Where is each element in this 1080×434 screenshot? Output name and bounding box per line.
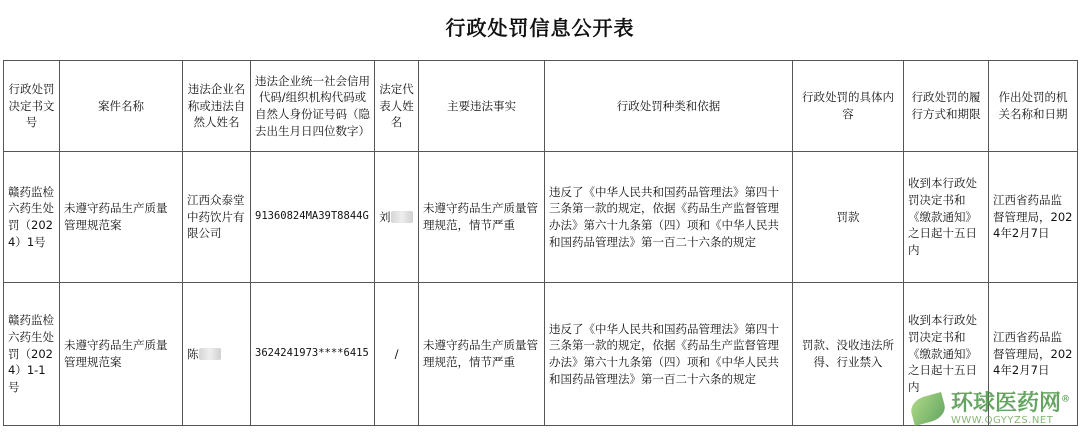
header-rep: 法定代表人姓名 bbox=[375, 61, 419, 152]
cell-case-name: 未遵守药品生产质量管理规范案 bbox=[60, 152, 183, 283]
cell-authority: 江西省药品监督管理局，2024年2月7日 bbox=[989, 283, 1078, 426]
header-code: 违法企业统一社会信用代码/组织机构代码或自然人身份证号码（隐去出生月日四位数字） bbox=[251, 61, 375, 152]
cell-case-name: 未遵守药品生产质量管理规范案 bbox=[60, 283, 183, 426]
cell-rep bbox=[375, 152, 419, 283]
cell-code: 3624241973****6415 bbox=[251, 283, 375, 426]
cell-content: 罚款 bbox=[793, 152, 904, 283]
cell-party bbox=[183, 283, 251, 426]
cell-authority: 江西省药品监督管理局，2024年2月7日 bbox=[989, 152, 1078, 283]
cell-doc-no: 赣药监检六药生处罚（2024）1-1号 bbox=[4, 283, 60, 426]
cell-facts: 未遵守药品生产质量管理规范，情节严重 bbox=[419, 283, 545, 426]
watermark-name: 环球医药网 bbox=[950, 390, 1061, 417]
watermark-text bbox=[951, 392, 1070, 426]
cell-rep: / bbox=[375, 283, 419, 426]
party-name: 陈 bbox=[187, 346, 199, 361]
redaction-blur bbox=[391, 211, 413, 223]
table-row bbox=[4, 152, 1078, 283]
header-facts: 主要违法事实 bbox=[419, 61, 545, 152]
watermark-logo bbox=[911, 392, 1070, 426]
header-basis: 行政处罚种类和依据 bbox=[545, 61, 793, 152]
penalty-table bbox=[3, 60, 1078, 426]
cell-basis: 违反了《中华人民共和国药品管理法》第四十三条第一款的规定，依据《药品生产监督管理办法》第六十九条第（四）项和《中华人民共和国药品管理法》第一百二十六条的规定 bbox=[545, 152, 793, 283]
cell-basis: 违反了《中华人民共和国药品管理法》第四十三条第一款的规定，依据《药品生产监督管理办法》第六十九条第（四）项和《中华人民共和国药品管理法》第一百二十六条的规定 bbox=[545, 283, 793, 426]
redaction-blur bbox=[199, 348, 221, 360]
cell-method: 收到本行政处罚决定书和《缴款通知》之日起十五日内 bbox=[904, 152, 989, 283]
registered-mark: ® bbox=[1061, 395, 1070, 406]
header-method: 行政处罚的履行方式和期限 bbox=[904, 61, 989, 152]
cell-party: 江西众泰堂中药饮片有限公司 bbox=[183, 152, 251, 283]
header-doc-no: 行政处罚决定书文号 bbox=[4, 61, 60, 152]
rep-name: 刘 bbox=[379, 209, 391, 224]
page-title: 行政处罚信息公开表 bbox=[445, 16, 635, 40]
header-row bbox=[4, 61, 1078, 152]
cell-content: 罚款、没收违法所得、行业禁入 bbox=[793, 283, 904, 426]
cell-doc-no: 赣药监检六药生处罚（2024）1号 bbox=[4, 152, 60, 283]
header-case-name: 案件名称 bbox=[60, 61, 183, 152]
header-content: 行政处罚的具体内容 bbox=[793, 61, 904, 152]
header-authority: 作出处罚的机关名称和日期 bbox=[989, 61, 1078, 152]
cell-code: 91360824MA39T8844G bbox=[251, 152, 375, 283]
cell-method: 收到本行政处罚决定书和《缴款通知》之日起十五日内 bbox=[904, 283, 989, 426]
cell-facts: 未遵守药品生产质量管理规范，情节严重 bbox=[419, 152, 545, 283]
header-party: 违法企业名称或违法自然人姓名 bbox=[183, 61, 251, 152]
watermark-url: WWW.QGYYZS.NET bbox=[950, 414, 1054, 426]
leaf-logo-icon bbox=[908, 392, 948, 426]
